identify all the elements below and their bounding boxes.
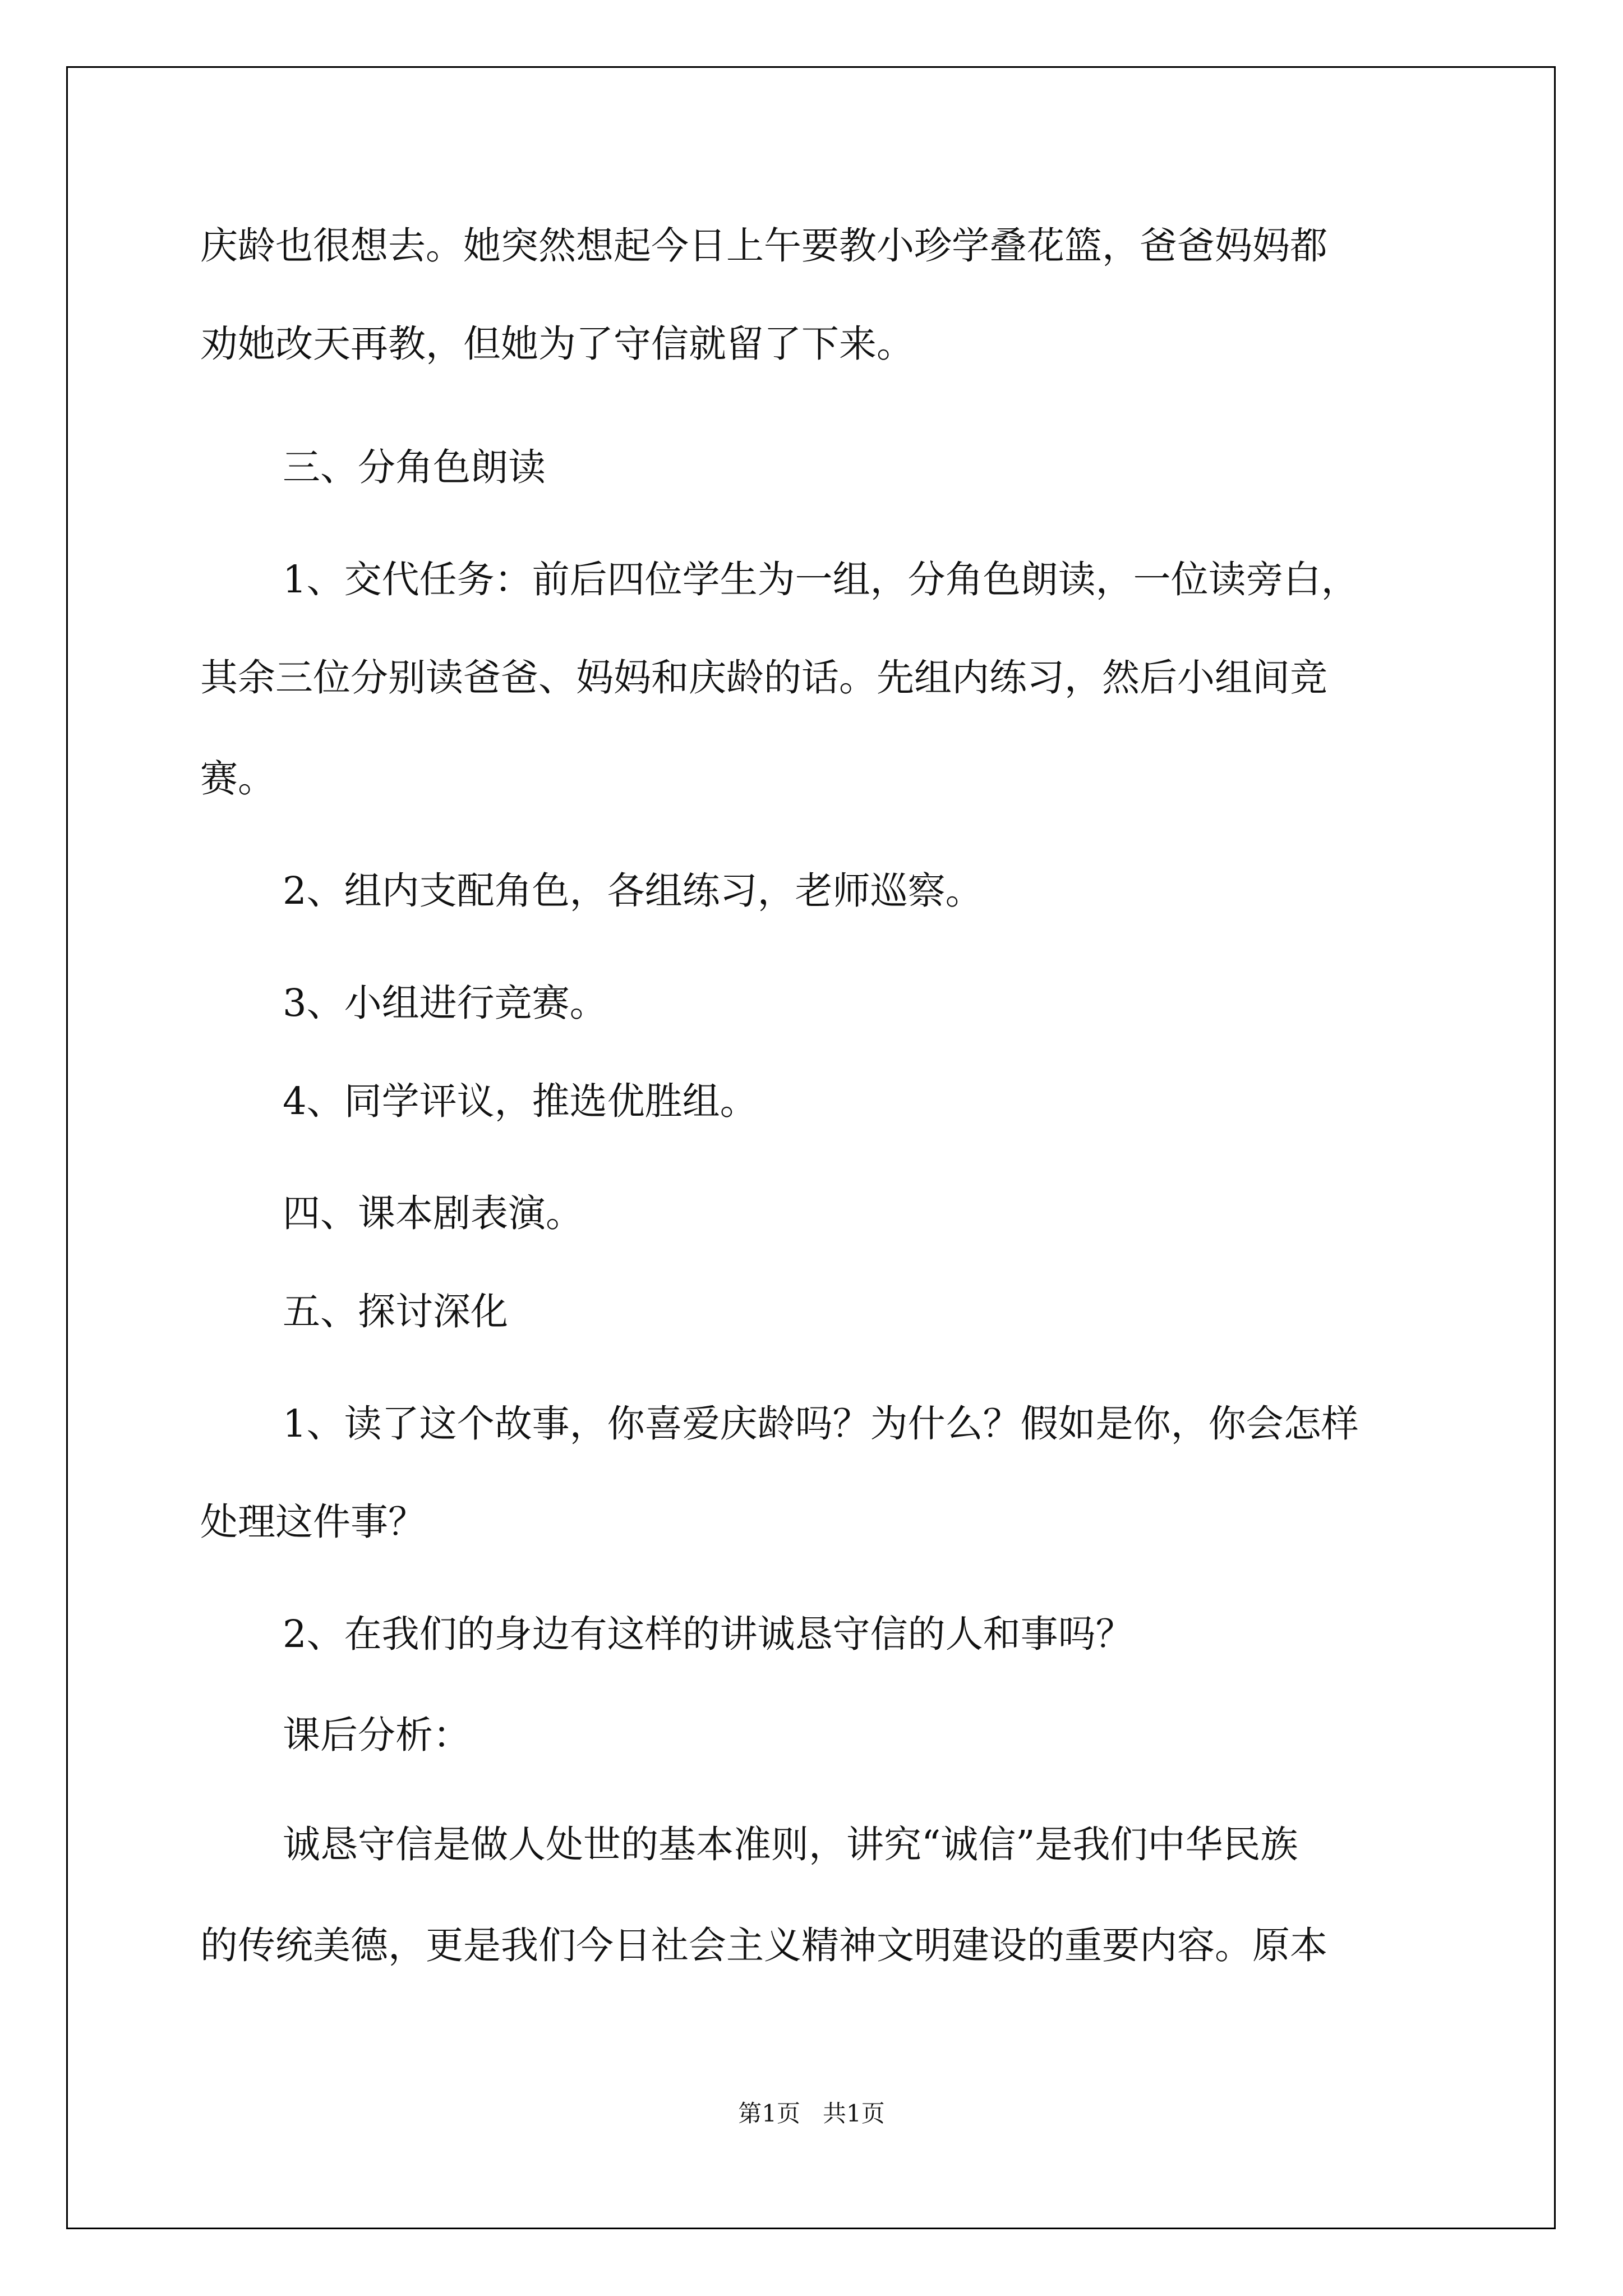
- section-heading: 课后分析：: [283, 1713, 471, 1757]
- paragraph-line: 劝她改天再教，但她为了守信就留了下来。: [200, 322, 914, 366]
- paragraph-line: 1、读了这个故事，你喜爱庆龄吗？为什么？假如是你，你会怎样: [283, 1402, 1359, 1446]
- paragraph-line: 的传统美德，更是我们今日社会主义精神文明建设的重要内容。原本: [200, 1924, 1327, 1967]
- paragraph-line: 4、同学评议，推选优胜组。: [283, 1079, 758, 1123]
- page-number-footer: 第1页 共1页: [738, 2100, 885, 2127]
- paragraph-line: 诚恳守信是做人处世的基本准则，讲究“诚信”是我们中华民族: [283, 1823, 1298, 1866]
- paragraph-line: 赛。: [200, 757, 275, 800]
- paragraph-line: 2、组内支配角色，各组练习，老师巡察。: [283, 869, 983, 913]
- paragraph-line: 1、交代任务：前后四位学生为一组，分角色朗读，一位读旁白，: [283, 558, 1359, 601]
- paragraph-line: 其余三位分别读爸爸、妈妈和庆龄的话。先组内练习，然后小组间竞: [200, 656, 1327, 700]
- section-heading: 三、分角色朗读: [283, 445, 546, 489]
- paragraph-line: 3、小组进行竞赛。: [283, 981, 607, 1025]
- paragraph-line: 2、在我们的身边有这样的讲诚恳守信的人和事吗？: [283, 1612, 1133, 1656]
- paragraph-line: 处理这件事？: [200, 1500, 426, 1544]
- paragraph-line: 庆龄也很想去。她突然想起今日上午要教小珍学叠花篮，爸爸妈妈都: [200, 224, 1327, 268]
- section-heading: 五、探讨深化: [283, 1290, 508, 1333]
- page-border: [66, 66, 1556, 2229]
- section-heading: 四、课本剧表演。: [283, 1191, 583, 1235]
